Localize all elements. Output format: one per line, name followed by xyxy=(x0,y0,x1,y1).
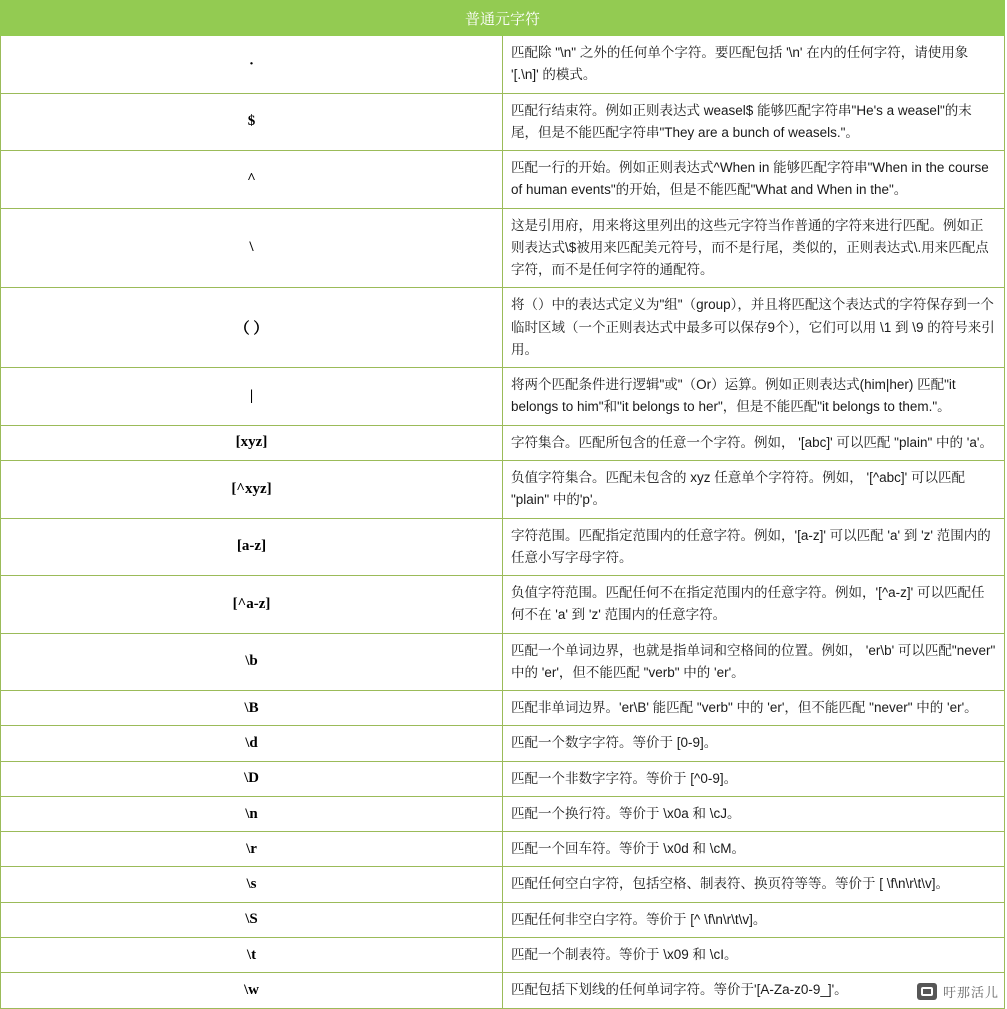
description-cell: 将两个匹配条件进行逻辑"或"（Or）运算。例如正则表达式(him|her) 匹配"it belongs to him"和"it belongs to her"，但是不能匹配"it belongs to them."。 xyxy=(503,368,1005,426)
table-row xyxy=(1,902,1005,937)
description-cell: 字符集合。匹配所包含的任意一个字符。例如， '[abc]' 可以匹配 "plain" 中的 'a'。 xyxy=(503,425,1005,460)
description-cell: 匹配非单词边界。'er\B' 能匹配 "verb" 中的 'er'，但不能匹配 "never" 中的 'er'。 xyxy=(503,691,1005,726)
symbol-cell: \B xyxy=(1,691,503,726)
table-row xyxy=(1,726,1005,761)
symbol-cell: \w xyxy=(1,973,503,1008)
table-row xyxy=(1,288,1005,368)
description-cell: 匹配一行的开始。例如正则表达式^When in 能够匹配字符串"When in the course of human events"的开始，但是不能匹配"What and When in the"。 xyxy=(503,151,1005,209)
description-cell: 字符范围。匹配指定范围内的任意字符。例如，'[a-z]' 可以匹配 'a' 到 'z' 范围内的任意小写字母字符。 xyxy=(503,518,1005,576)
table-row xyxy=(1,460,1005,518)
table-row xyxy=(1,867,1005,902)
description-cell: 匹配一个换行符。等价于 \x0a 和 \cJ。 xyxy=(503,796,1005,831)
symbol-cell: \ xyxy=(1,208,503,288)
symbol-cell: [xyz] xyxy=(1,425,503,460)
watermark-label: 吁那活儿 xyxy=(942,984,999,1000)
table-title: 普通元字符 xyxy=(1,1,1005,36)
watermark xyxy=(917,982,999,1001)
description-cell: 匹配一个数字字符。等价于 [0-9]。 xyxy=(503,726,1005,761)
table-head xyxy=(1,1,1005,36)
description-cell: 匹配任何空白字符，包括空格、制表符、换页符等等。等价于 [ \f\n\r\t\v]。 xyxy=(503,867,1005,902)
description-cell: 匹配一个单词边界，也就是指单词和空格间的位置。例如， 'er\b' 可以匹配"never" 中的 'er'，但不能匹配 "verb" 中的 'er'。 xyxy=(503,633,1005,691)
table-row xyxy=(1,973,1005,1008)
description-cell: 负值字符范围。匹配任何不在指定范围内的任意字符。例如，'[^a-z]' 可以匹配任何不在 'a' 到 'z' 范围内的任意字符。 xyxy=(503,576,1005,634)
symbol-cell: $ xyxy=(1,93,503,151)
symbol-cell: | xyxy=(1,368,503,426)
symbol-cell: [^xyz] xyxy=(1,460,503,518)
description-cell: 负值字符集合。匹配未包含的 xyz 任意单个字符符。例如， '[^abc]' 可以匹配 "plain" 中的'p'。 xyxy=(503,460,1005,518)
table-row xyxy=(1,518,1005,576)
table-row xyxy=(1,208,1005,288)
symbol-cell: （ ） xyxy=(1,288,503,368)
table-row xyxy=(1,151,1005,209)
symbol-cell: \b xyxy=(1,633,503,691)
symbol-cell: [^a-z] xyxy=(1,576,503,634)
symbol-cell: \d xyxy=(1,726,503,761)
symbol-cell: · xyxy=(1,36,503,94)
wechat-icon xyxy=(917,983,937,1000)
description-cell: 匹配一个回车符。等价于 \x0d 和 \cM。 xyxy=(503,832,1005,867)
description-cell: 匹配任何非空白字符。等价于 [^ \f\n\r\t\v]。 xyxy=(503,902,1005,937)
table-row xyxy=(1,761,1005,796)
table-row xyxy=(1,425,1005,460)
symbol-cell: \s xyxy=(1,867,503,902)
description-cell: 将（）中的表达式定义为"组"（group），并且将匹配这个表达式的字符保存到一个临时区域（一个正则表达式中最多可以保存9个），它们可以用 \1 到 \9 的符号来引用。 xyxy=(503,288,1005,368)
table-row xyxy=(1,832,1005,867)
symbol-cell: \t xyxy=(1,937,503,972)
description-cell: 这是引用府，用来将这里列出的这些元字符当作普通的字符来进行匹配。例如正则表达式\$被用来匹配美元符号，而不是行尾，类似的，正则表达式\.用来匹配点字符，而不是任何字符的通配符。 xyxy=(503,208,1005,288)
symbol-cell: [a-z] xyxy=(1,518,503,576)
symbol-cell: \S xyxy=(1,902,503,937)
table-row xyxy=(1,796,1005,831)
table-row xyxy=(1,937,1005,972)
table-row xyxy=(1,93,1005,151)
description-cell: 匹配一个非数字字符。等价于 [^0-9]。 xyxy=(503,761,1005,796)
description-cell: 匹配包括下划线的任何单词字符。等价于'[A-Za-z0-9_]'。 xyxy=(503,973,1005,1008)
symbol-cell: ^ xyxy=(1,151,503,209)
table-body xyxy=(1,36,1005,1009)
table-row xyxy=(1,576,1005,634)
table-title-row xyxy=(1,1,1005,36)
table-row xyxy=(1,691,1005,726)
description-cell: 匹配一个制表符。等价于 \x09 和 \cI。 xyxy=(503,937,1005,972)
description-cell: 匹配除 "\n" 之外的任何单个字符。要匹配包括 '\n' 在内的任何字符，请使用象 '[.\n]' 的模式。 xyxy=(503,36,1005,94)
symbol-cell: \n xyxy=(1,796,503,831)
table-row xyxy=(1,368,1005,426)
table-row xyxy=(1,633,1005,691)
table-row xyxy=(1,36,1005,94)
symbol-cell: \D xyxy=(1,761,503,796)
description-cell: 匹配行结束符。例如正则表达式 weasel$ 能够匹配字符串"He's a weasel"的末尾，但是不能匹配字符串"They are a bunch of weasels."。 xyxy=(503,93,1005,151)
symbol-cell: \r xyxy=(1,832,503,867)
